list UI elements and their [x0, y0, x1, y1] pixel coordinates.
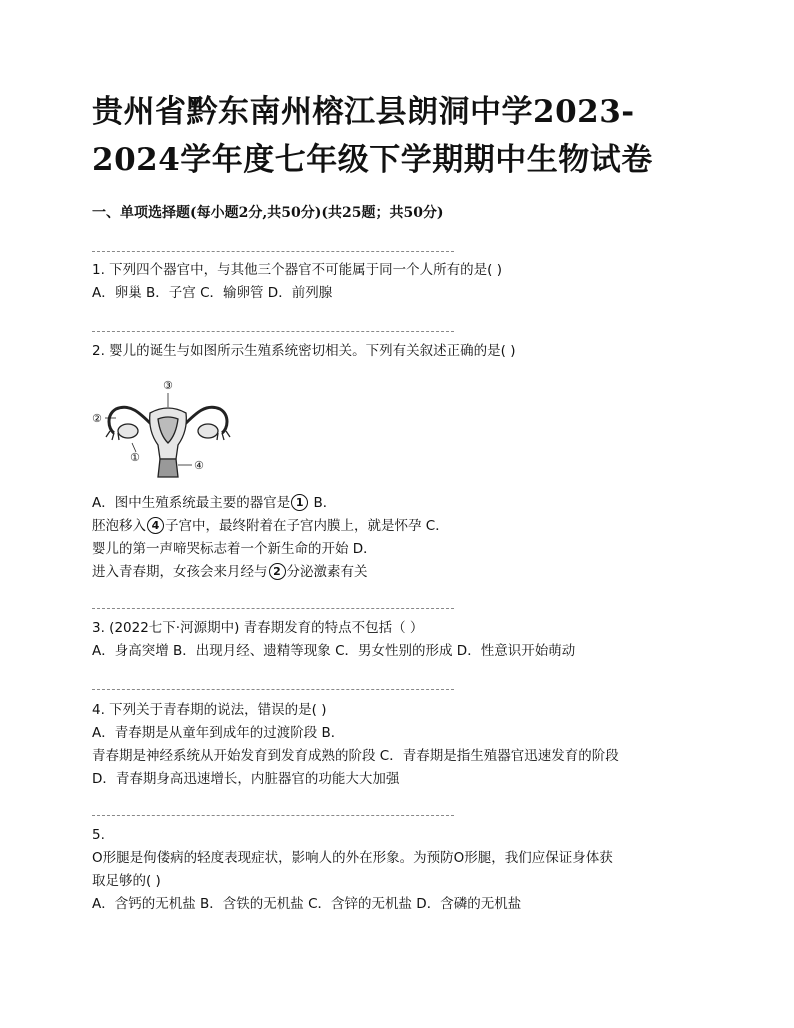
page-title: [92, 88, 732, 184]
reproductive-system-diagram: [92, 373, 242, 478]
diagram-label-2: ②: [92, 412, 102, 425]
title-line-1: 贵州省黔东南州榕江县朗洞中学2023-: [92, 94, 635, 130]
question-separator: [92, 815, 454, 816]
question-4-option-line-1: A．青春期是从童年到成年的过渡阶段 B．: [92, 725, 345, 741]
question-4-option-line-2: 青春期是神经系统从开始发育到发育成熟的阶段 C．青春期是指生殖器官迅速发育的阶段: [92, 748, 619, 764]
question-separator: [92, 689, 454, 690]
question-3-stem: 3. (2022七下·河源期中) 青春期发育的特点不包括（ ）: [92, 620, 424, 636]
question-2-stem: [92, 340, 707, 363]
question-2-stem-text: 2. 婴儿的诞生与如图所示生殖系统密切相关。下列有关叙述正确的是( ): [92, 343, 516, 359]
question-5-number: 5.: [92, 827, 105, 843]
question-2-options: [92, 492, 707, 584]
question-5-stem-line-2: 取足够的( ): [92, 873, 161, 889]
question-3-options: A．身高突增 B．出现月经、遗精等现象 C．男女性别的形成 D．性意识开始萌动: [92, 643, 576, 659]
question-1-options: A．卵巢 B．子宫 C．输卵管 D．前列腺: [92, 285, 333, 301]
question-3: [92, 617, 707, 663]
diagram-label-1: ①: [130, 451, 140, 464]
circled-number: 1: [291, 494, 308, 511]
circled-number: 2: [269, 563, 286, 580]
question-1-stem: 1. 下列四个器官中，与其他三个器官不可能属于同一个人所有的是( ): [92, 262, 502, 278]
option-text: A．图中生殖系统最主要的器官是: [92, 495, 291, 511]
question-4: [92, 699, 707, 791]
question-2-option-line-3: 婴儿的第一声啼哭标志着一个新生命的开始 D．: [92, 541, 377, 557]
question-1: [92, 259, 707, 305]
question-2-option-line-2: [92, 515, 707, 538]
question-separator: [92, 331, 454, 332]
option-text: 胚泡移入: [92, 518, 146, 534]
option-text: B．: [309, 495, 337, 511]
title-line-2: 2024学年度七年级下学期期中生物试卷: [92, 142, 653, 178]
question-4-option-line-3: D．青春期身高迅速增长，内脏器官的功能大大加强: [92, 771, 400, 787]
question-4-stem: 4. 下列关于青春期的说法，错误的是( ): [92, 702, 327, 718]
question-2-option-line-1: [92, 492, 707, 515]
question-2-option-line-4: [92, 561, 707, 584]
question-5: [92, 824, 707, 916]
option-text: 子宫中，最终附着在子宫内膜上，就是怀孕 C．: [165, 518, 449, 534]
question-5-stem-line-1: O形腿是佝偻病的轻度表现症状，影响人的外在形象。为预防O形腿，我们应保证身体获: [92, 850, 613, 866]
question-separator: [92, 608, 454, 609]
circled-number: 4: [147, 517, 164, 534]
option-text: 进入青春期，女孩会来月经与: [92, 564, 268, 580]
question-separator: [92, 251, 454, 252]
diagram-label-3: ③: [163, 379, 173, 392]
diagram-label-4: ④: [194, 459, 204, 472]
section-heading: 一、单项选择题(每小题2分,共50分)(共25题；共50分): [92, 205, 444, 221]
option-text: 分泌激素有关: [286, 564, 368, 580]
question-5-options: A．含钙的无机盐 B．含铁的无机盐 C．含锌的无机盐 D．含磷的无机盐: [92, 896, 522, 912]
